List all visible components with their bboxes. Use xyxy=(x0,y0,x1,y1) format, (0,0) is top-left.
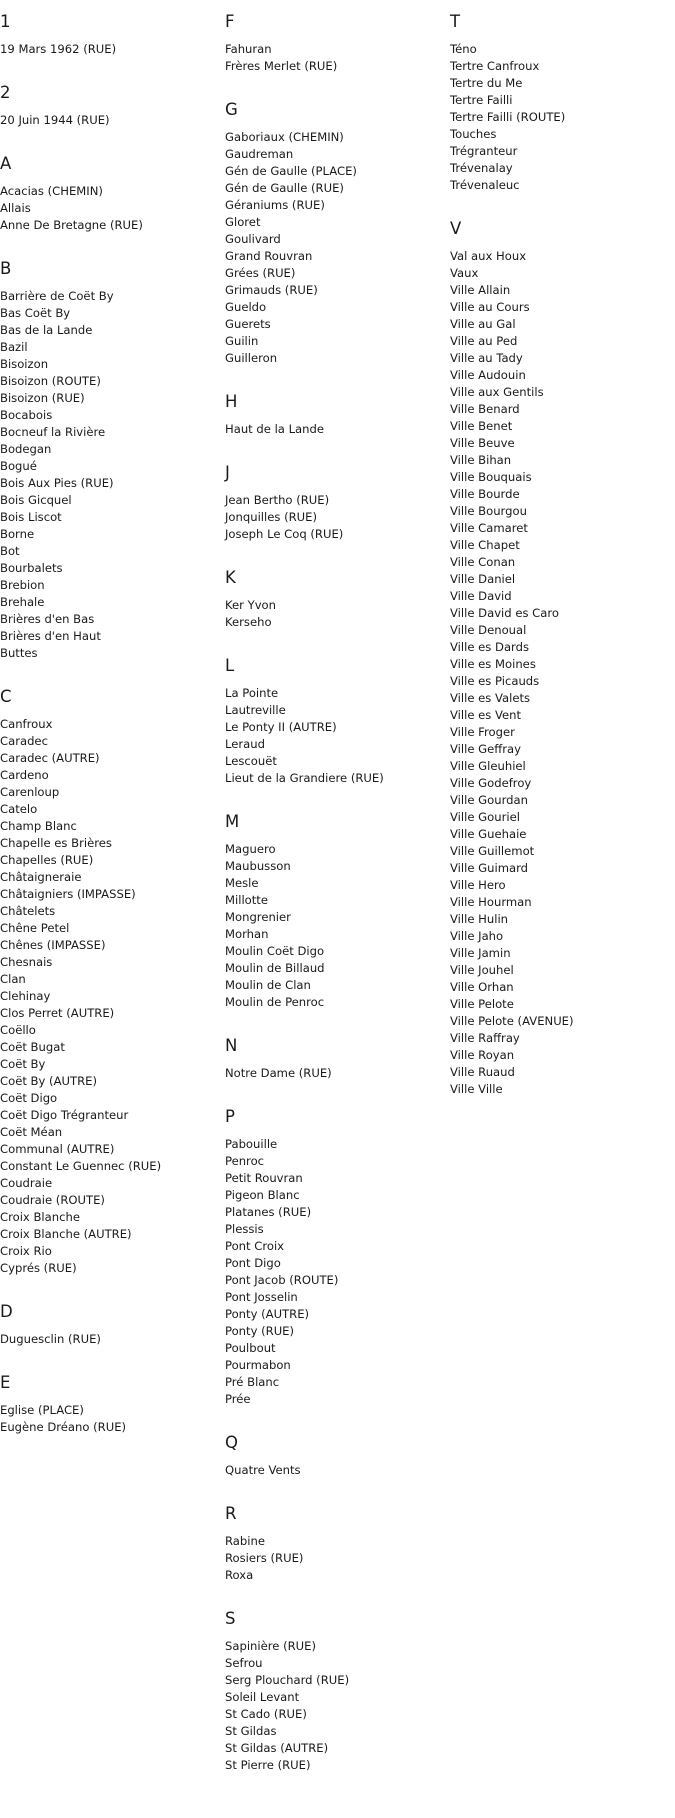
street-name: Ville Benet xyxy=(450,419,513,433)
street-name: Ville Godefroy xyxy=(450,776,532,790)
street-name: Roxa xyxy=(225,1568,254,1582)
street-name: Chesnais xyxy=(0,955,53,969)
street-name: Bisoizon (ROUTE) xyxy=(0,374,101,388)
street-name: Lautreville xyxy=(225,703,286,717)
street-name: Ville Gleuhiel xyxy=(450,759,526,773)
street-name: Coëllo xyxy=(0,1023,36,1037)
letter-group xyxy=(225,89,445,381)
street-name: Ville Raffray xyxy=(450,1031,520,1045)
street-name: Jean Bertho (RUE) xyxy=(225,493,330,507)
street-name: Pont Croix xyxy=(225,1239,285,1253)
street-list xyxy=(0,279,220,676)
street-name: Ville aux Gentils xyxy=(450,385,544,399)
street-name: Ville Pelote (AVENUE) xyxy=(450,1014,574,1028)
street-name: Ville Jamin xyxy=(450,946,511,960)
street-name: Le Ponty II (AUTRE) xyxy=(225,720,337,734)
street-name: Vaux xyxy=(450,266,479,280)
street-name: Pont Jacob (ROUTE) xyxy=(225,1273,339,1287)
street-name: Communal (AUTRE) xyxy=(0,1142,115,1156)
street-name: Tertre Canfroux xyxy=(450,59,540,73)
street-name: Haut de la Lande xyxy=(225,422,324,436)
street-name: Bois Liscot xyxy=(0,510,62,524)
section-letter-heading: G xyxy=(225,100,238,119)
letter-group xyxy=(225,801,445,1025)
street-name: Mongrenier xyxy=(225,910,291,924)
street-name: Ville Conan xyxy=(450,555,516,569)
street-name: Allais xyxy=(0,201,31,215)
street-name: Ville Bourde xyxy=(450,487,520,501)
section-letter-heading: S xyxy=(225,1609,236,1628)
street-name: Bisoizon xyxy=(0,357,49,371)
street-name: Pont Josselin xyxy=(225,1290,298,1304)
street-name: Cyprés (RUE) xyxy=(0,1261,77,1275)
street-name: Leraud xyxy=(225,737,265,751)
street-name: Bas de la Lande xyxy=(0,323,93,337)
street-name: Ville Denoual xyxy=(450,623,527,637)
street-name: Bazil xyxy=(0,340,28,354)
street-name: Moulin de Penroc xyxy=(225,995,325,1009)
street-name: Constant Le Guennec (RUE) xyxy=(0,1159,162,1173)
street-name: Joseph Le Coq (RUE) xyxy=(225,527,344,541)
street-name: Gén de Gaulle (PLACE) xyxy=(225,164,357,178)
street-name: Duguesclin (RUE) xyxy=(0,1332,101,1346)
street-name: Sefrou xyxy=(225,1656,263,1670)
street-list xyxy=(450,32,670,208)
street-name: Ponty (RUE) xyxy=(225,1324,295,1338)
street-name: Ville au Cours xyxy=(450,300,530,314)
letter-group xyxy=(225,645,445,801)
street-name: Ville Guillemot xyxy=(450,844,535,858)
street-name: Frères Merlet (RUE) xyxy=(225,59,338,73)
street-name: Touches xyxy=(450,127,497,141)
street-name: Géraniums (RUE) xyxy=(225,198,325,212)
street-name: Ville David xyxy=(450,589,512,603)
section-letter-heading: T xyxy=(450,12,461,31)
street-name: Ville Bourgou xyxy=(450,504,527,518)
street-name: Ville Geffray xyxy=(450,742,521,756)
street-name: St Gildas xyxy=(225,1724,277,1738)
street-name: Châtaigneraie xyxy=(0,870,82,884)
street-name: Catelo xyxy=(0,802,38,816)
section-letter-heading: A xyxy=(0,154,12,173)
section-letter-heading: D xyxy=(0,1302,13,1321)
street-name: Gueldo xyxy=(225,300,267,314)
street-list xyxy=(225,676,445,801)
street-name: Châtelets xyxy=(0,904,56,918)
street-name: Bois Gicquel xyxy=(0,493,72,507)
street-name: Prée xyxy=(225,1392,251,1406)
letter-group xyxy=(225,0,445,89)
street-list xyxy=(225,1453,445,1493)
street-name: Millotte xyxy=(225,893,268,907)
street-list xyxy=(225,412,445,452)
street-name: Coët Bugat xyxy=(0,1040,65,1054)
street-name: Clos Perret (AUTRE) xyxy=(0,1006,115,1020)
street-name: Jonquilles (RUE) xyxy=(225,510,318,524)
index-column-2 xyxy=(225,0,445,1788)
street-name: Brebion xyxy=(0,578,45,592)
street-name: Bourbalets xyxy=(0,561,63,575)
street-name: Ville au Ped xyxy=(450,334,518,348)
street-name: Bogué xyxy=(0,459,37,473)
letter-group xyxy=(225,1598,445,1788)
section-letter-heading: H xyxy=(225,392,238,411)
street-name: 20 Juin 1944 (RUE) xyxy=(0,113,110,127)
street-name: Notre Dame (RUE) xyxy=(225,1066,332,1080)
street-name: Chapelle es Brières xyxy=(0,836,112,850)
street-name: Ker Yvon xyxy=(225,598,276,612)
street-name: Anne De Bretagne (RUE) xyxy=(0,218,143,232)
street-name: Guilin xyxy=(225,334,259,348)
street-list xyxy=(0,174,220,248)
street-name: Ville Camaret xyxy=(450,521,528,535)
street-name: Ville Jaho xyxy=(450,929,504,943)
street-name: Val aux Houx xyxy=(450,249,527,263)
street-name: Platanes (RUE) xyxy=(225,1205,312,1219)
street-name: Ville Daniel xyxy=(450,572,516,586)
street-name: Caradec (AUTRE) xyxy=(0,751,100,765)
street-name: St Pierre (RUE) xyxy=(225,1758,311,1772)
street-name: Ville Guehaie xyxy=(450,827,527,841)
street-name: Ville Hourman xyxy=(450,895,532,909)
street-name: Ville Ville xyxy=(450,1082,503,1096)
section-letter-heading: P xyxy=(225,1107,235,1126)
street-name: Téno xyxy=(450,42,477,56)
street-name: Pré Blanc xyxy=(225,1375,280,1389)
street-name: Ville Gourdan xyxy=(450,793,528,807)
street-name: Soleil Levant xyxy=(225,1690,300,1704)
street-name: Barrière de Coët By xyxy=(0,289,114,303)
street-name: Ville Froger xyxy=(450,725,515,739)
letter-group xyxy=(0,143,220,248)
section-letter-heading: K xyxy=(225,568,236,587)
street-name: Trévenaleuc xyxy=(450,178,520,192)
street-list xyxy=(225,1524,445,1598)
street-list xyxy=(0,103,220,143)
street-name: Bodegan xyxy=(0,442,52,456)
street-name: Carenloup xyxy=(0,785,60,799)
street-list xyxy=(225,832,445,1025)
street-name: Ville Allain xyxy=(450,283,511,297)
street-name: Lieut de la Grandiere (RUE) xyxy=(225,771,384,785)
section-letter-heading: R xyxy=(225,1504,237,1523)
street-name: Bot xyxy=(0,544,20,558)
section-letter-heading: E xyxy=(0,1373,11,1392)
street-name: Sapinière (RUE) xyxy=(225,1639,316,1653)
street-name: Ponty (AUTRE) xyxy=(225,1307,310,1321)
street-name: Pourmabon xyxy=(225,1358,291,1372)
street-name: Coët Digo Trégranteur xyxy=(0,1108,129,1122)
street-name: Ville David es Caro xyxy=(450,606,559,620)
street-list xyxy=(225,32,445,89)
street-name: Chênes (IMPASSE) xyxy=(0,938,106,952)
street-name: Brières d'en Haut xyxy=(0,629,101,643)
street-name: Ville au Tady xyxy=(450,351,523,365)
street-name: Goulivard xyxy=(225,232,281,246)
street-name: Maubusson xyxy=(225,859,291,873)
street-name: Plessis xyxy=(225,1222,264,1236)
street-name: Ville es Vent xyxy=(450,708,522,722)
street-list xyxy=(0,32,220,72)
street-name: Ville Pelote xyxy=(450,997,514,1011)
street-name: Ville Bihan xyxy=(450,453,512,467)
street-name: Ville es Picauds xyxy=(450,674,540,688)
letter-group xyxy=(225,557,445,645)
street-name: St Gildas (AUTRE) xyxy=(225,1741,329,1755)
street-name: Penroc xyxy=(225,1154,265,1168)
street-name: Ville Bouquais xyxy=(450,470,532,484)
street-list xyxy=(225,483,445,557)
street-name: Clan xyxy=(0,972,26,986)
index-column-3 xyxy=(450,0,670,1112)
street-name: Canfroux xyxy=(0,717,53,731)
street-name: Ville es Valets xyxy=(450,691,531,705)
section-letter-heading: F xyxy=(225,12,235,31)
street-name: Poulbout xyxy=(225,1341,276,1355)
street-name: La Pointe xyxy=(225,686,279,700)
section-letter-heading: M xyxy=(225,812,240,831)
street-name: Champ Blanc xyxy=(0,819,77,833)
street-name: Grimauds (RUE) xyxy=(225,283,318,297)
street-name: Petit Rouvran xyxy=(225,1171,303,1185)
street-list xyxy=(225,1629,445,1788)
street-name: Ville Beuve xyxy=(450,436,515,450)
street-name: Ville Guimard xyxy=(450,861,529,875)
letter-group xyxy=(0,248,220,676)
street-name: Moulin de Clan xyxy=(225,978,311,992)
street-list xyxy=(225,588,445,645)
street-name: Pabouille xyxy=(225,1137,278,1151)
street-name: Gaudreman xyxy=(225,147,294,161)
street-name: Ville Hero xyxy=(450,878,506,892)
street-name: Bisoizon (RUE) xyxy=(0,391,85,405)
street-name: Lescouët xyxy=(225,754,277,768)
street-name: Quatre Vents xyxy=(225,1463,301,1477)
street-name: Eugène Dréano (RUE) xyxy=(0,1420,127,1434)
street-name: Gaboriaux (CHEMIN) xyxy=(225,130,344,144)
street-name: Ville Orhan xyxy=(450,980,514,994)
street-name: Tertre du Me xyxy=(450,76,523,90)
street-name: Coët By xyxy=(0,1057,46,1071)
street-name: Borne xyxy=(0,527,35,541)
section-letter-heading: B xyxy=(0,259,12,278)
street-name: Trévenalay xyxy=(450,161,513,175)
street-name: Gén de Gaulle (RUE) xyxy=(225,181,344,195)
street-name: Ville Ruaud xyxy=(450,1065,515,1079)
street-name: St Cado (RUE) xyxy=(225,1707,307,1721)
street-name: Serg Plouchard (RUE) xyxy=(225,1673,350,1687)
street-name: Bocneuf la Rivière xyxy=(0,425,106,439)
letter-group xyxy=(225,1422,445,1493)
street-list xyxy=(0,707,220,1291)
street-name: Chêne Petel xyxy=(0,921,70,935)
section-letter-heading: N xyxy=(225,1036,238,1055)
street-name: Châtaigniers (IMPASSE) xyxy=(0,887,136,901)
street-name: Coët Digo xyxy=(0,1091,58,1105)
street-name: Coudraie (ROUTE) xyxy=(0,1193,105,1207)
street-name: Morhan xyxy=(225,927,269,941)
street-name: Ville es Moines xyxy=(450,657,536,671)
street-name: Mesle xyxy=(225,876,259,890)
street-name: Coët Méan xyxy=(0,1125,63,1139)
section-letter-heading: C xyxy=(0,687,12,706)
street-name: Bois Aux Pies (RUE) xyxy=(0,476,114,490)
street-name: Brehale xyxy=(0,595,45,609)
section-letter-heading: 1 xyxy=(0,12,11,31)
letter-group xyxy=(225,1096,445,1422)
street-name: Rabine xyxy=(225,1534,265,1548)
street-name: 19 Mars 1962 (RUE) xyxy=(0,42,117,56)
street-name: Tertre Failli (ROUTE) xyxy=(450,110,566,124)
street-name: Grand Rouvran xyxy=(225,249,313,263)
street-name: Pigeon Blanc xyxy=(225,1188,300,1202)
section-letter-heading: L xyxy=(225,656,235,675)
letter-group xyxy=(450,208,670,1112)
street-name: Trégranteur xyxy=(450,144,518,158)
section-letter-heading: Q xyxy=(225,1433,238,1452)
street-list xyxy=(450,239,670,1112)
index-column-1 xyxy=(0,0,220,1450)
street-list xyxy=(225,1056,445,1096)
street-name: Ville Benard xyxy=(450,402,520,416)
street-list xyxy=(0,1393,220,1450)
street-name: Bas Coët By xyxy=(0,306,71,320)
letter-group xyxy=(0,72,220,143)
street-name: Maguero xyxy=(225,842,276,856)
street-name: Bocabois xyxy=(0,408,53,422)
section-letter-heading: 2 xyxy=(0,83,11,102)
letter-group xyxy=(0,676,220,1291)
street-name: Ville Audouin xyxy=(450,368,526,382)
street-name: Chapelles (RUE) xyxy=(0,853,94,867)
street-name: Ville Gouriel xyxy=(450,810,520,824)
letter-group xyxy=(0,1362,220,1450)
street-list xyxy=(0,1322,220,1362)
street-name: Gloret xyxy=(225,215,261,229)
street-list xyxy=(225,120,445,381)
street-name: Buttes xyxy=(0,646,38,660)
street-name: Eglise (PLACE) xyxy=(0,1403,84,1417)
street-name: Tertre Failli xyxy=(450,93,513,107)
street-name: Ville Hulin xyxy=(450,912,509,926)
street-name: Ville Jouhel xyxy=(450,963,514,977)
street-name: Coudraie xyxy=(0,1176,53,1190)
street-name: Kerseho xyxy=(225,615,272,629)
section-letter-heading: V xyxy=(450,219,462,238)
letter-group xyxy=(225,381,445,452)
street-name: Caradec xyxy=(0,734,48,748)
street-name: Ville Royan xyxy=(450,1048,515,1062)
street-name: Ville au Gal xyxy=(450,317,516,331)
street-name: Acacias (CHEMIN) xyxy=(0,184,103,198)
letter-group xyxy=(0,0,220,72)
street-name: Fahuran xyxy=(225,42,272,56)
street-name: Cardeno xyxy=(0,768,49,782)
street-name: Clehinay xyxy=(0,989,51,1003)
letter-group xyxy=(225,1025,445,1096)
street-name: Croix Rio xyxy=(0,1244,52,1258)
letter-group xyxy=(225,1493,445,1598)
street-name: Ville es Dards xyxy=(450,640,530,654)
street-name: Brières d'en Bas xyxy=(0,612,95,626)
street-name: Guerets xyxy=(225,317,271,331)
street-name: Croix Blanche xyxy=(0,1210,80,1224)
street-name: Pont Digo xyxy=(225,1256,281,1270)
letter-group xyxy=(0,1291,220,1362)
street-name: Guilleron xyxy=(225,351,278,365)
street-name: Moulin de Billaud xyxy=(225,961,325,975)
street-list xyxy=(225,1127,445,1422)
street-name: Coët By (AUTRE) xyxy=(0,1074,97,1088)
street-name: Croix Blanche (AUTRE) xyxy=(0,1227,132,1241)
street-name: Moulin Coët Digo xyxy=(225,944,325,958)
street-name: Rosiers (RUE) xyxy=(225,1551,304,1565)
section-letter-heading: J xyxy=(225,463,230,482)
street-name: Ville Chapet xyxy=(450,538,520,552)
letter-group xyxy=(225,452,445,557)
street-name: Grées (RUE) xyxy=(225,266,296,280)
letter-group xyxy=(450,0,670,208)
